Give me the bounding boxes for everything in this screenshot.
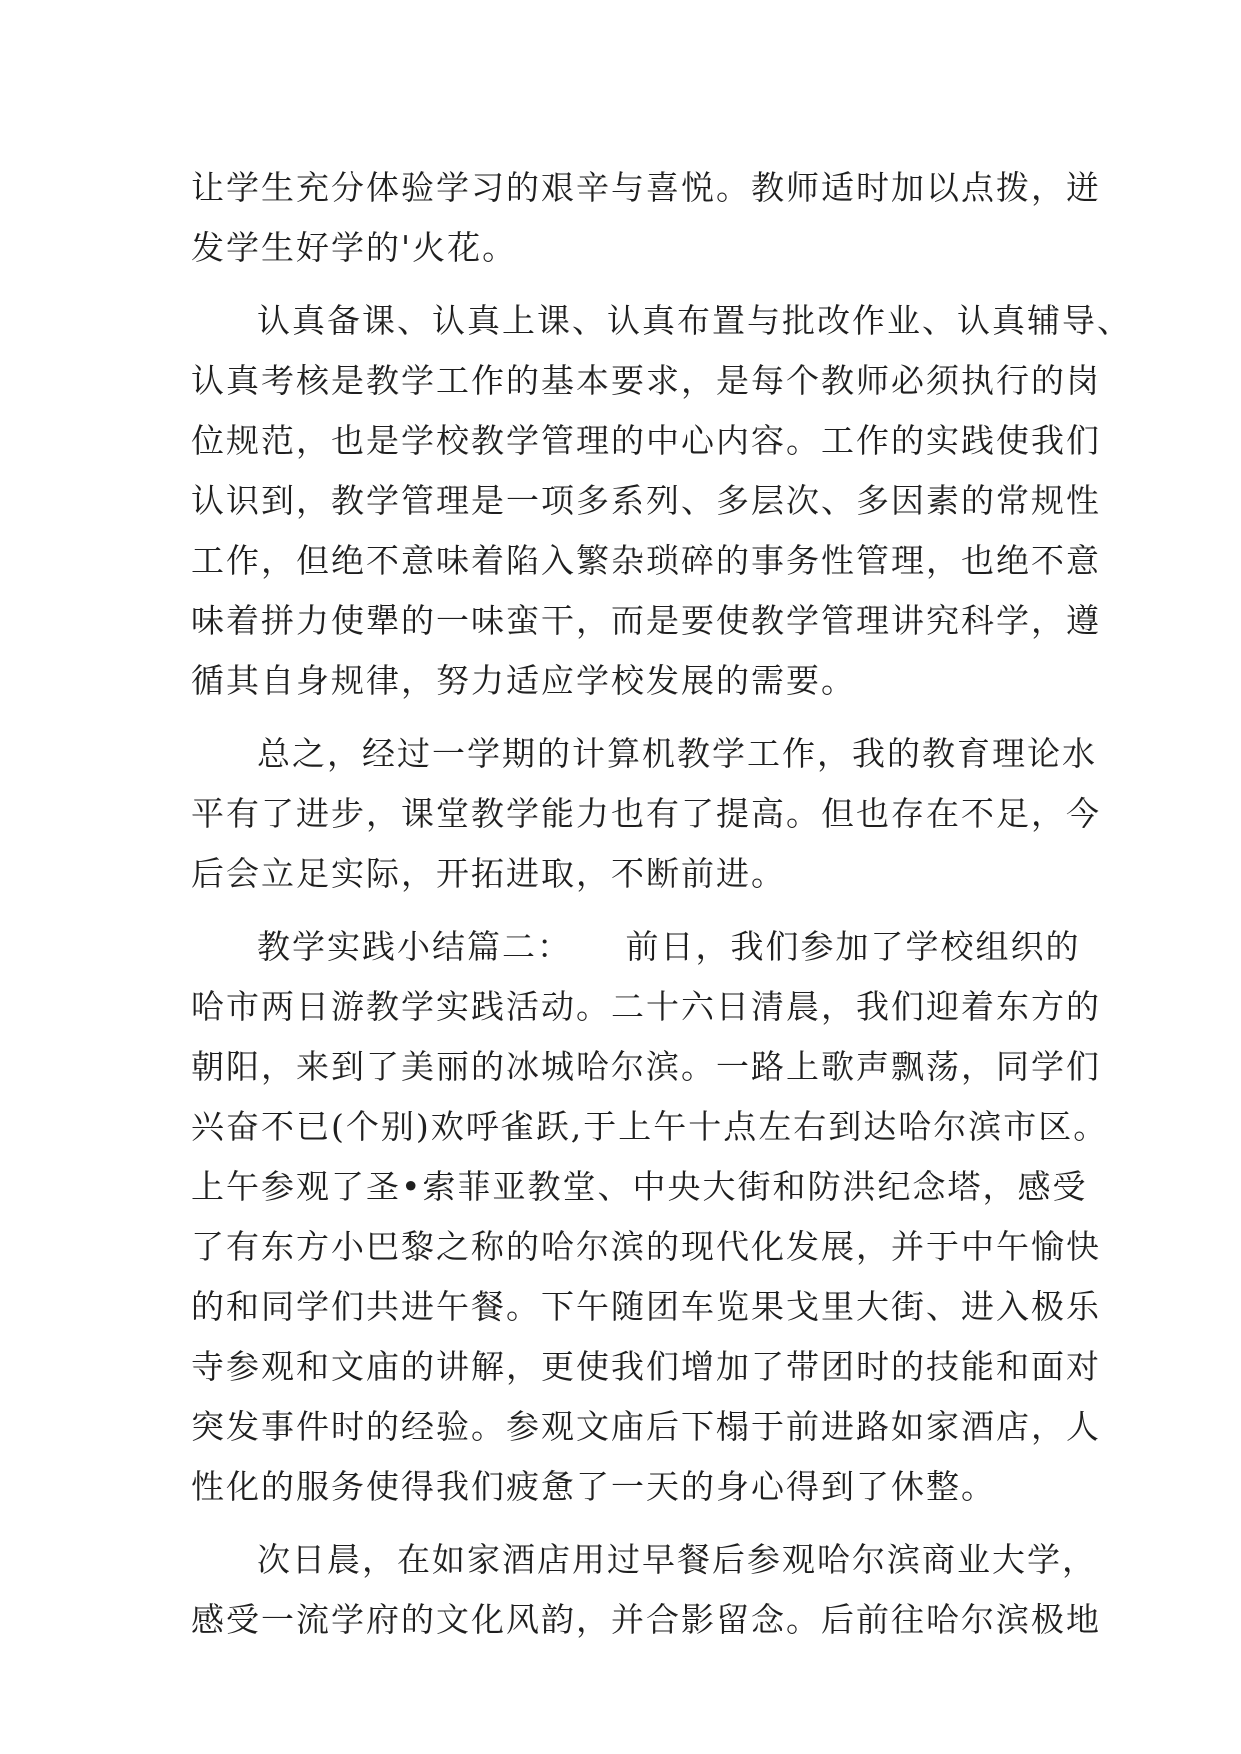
text-line: 味着拼力使犟的一味蛮干，而是要使教学管理讲究科学，遵 (191, 601, 1101, 640)
text-line: 哈市两日游教学实践活动。二十六日清晨，我们迎着东方的 (191, 987, 1101, 1026)
text-line: 寺参观和文庙的讲解，更使我们增加了带团时的技能和面对 (191, 1347, 1101, 1386)
text-line: 感受一流学府的文化风韵，并合影留念。后前往哈尔滨极地 (191, 1600, 1101, 1639)
text-line: 后会立足实际，开拓进取，不断前进。 (191, 854, 786, 893)
text-line: 发学生好学的'火花。 (191, 228, 518, 267)
text-line: 让学生充分体验学习的艰辛与喜悦。教师适时加以点拨，迸 (191, 168, 1101, 207)
text-line: 性化的服务使得我们疲惫了一天的身心得到了休整。 (191, 1467, 996, 1506)
text-line: 兴奋不已(个别)欢呼雀跃,于上午十点左右到达哈尔滨市区。 (191, 1107, 1109, 1146)
text-line: 循其自身规律，努力适应学校发展的需要。 (191, 661, 856, 700)
document-body (191, 158, 1132, 1650)
text-line: 位规范，也是学校教学管理的中心内容。工作的实践使我们 (191, 421, 1101, 460)
section-heading-line: 教学实践小结篇二： 前日，我们参加了学校组织的 (257, 927, 1081, 966)
text-line: 平有了进步，课堂教学能力也有了提高。但也存在不足，今 (191, 794, 1101, 833)
paragraph-first-line: 次日晨，在如家酒店用过早餐后参观哈尔滨商业大学， (257, 1540, 1097, 1579)
text-line: 认真考核是教学工作的基本要求，是每个教师必须执行的岗 (191, 361, 1101, 400)
text-line: 的和同学们共进午餐。下午随团车览果戈里大街、进入极乐 (191, 1287, 1101, 1326)
text-line: 工作，但绝不意味着陷入繁杂琐碎的事务性管理，也绝不意 (191, 541, 1101, 580)
text-line: 突发事件时的经验。参观文庙后下榻于前进路如家酒店，人 (191, 1407, 1101, 1446)
text-line: 朝阳，来到了美丽的冰城哈尔滨。一路上歌声飘荡，同学们 (191, 1047, 1101, 1086)
paragraph-first-line: 总之，经过一学期的计算机教学工作，我的教育理论水 (257, 734, 1097, 773)
text-line: 认识到，教学管理是一项多系列、多层次、多因素的常规性 (191, 481, 1101, 520)
text-line: 了有东方小巴黎之称的哈尔滨的现代化发展，并于中午愉快 (191, 1227, 1101, 1266)
paragraph-first-line: 认真备课、认真上课、认真布置与批改作业、认真辅导、 (257, 301, 1132, 340)
text-line: 上午参观了圣•索菲亚教堂、中央大街和防洪纪念塔，感受 (191, 1167, 1088, 1206)
